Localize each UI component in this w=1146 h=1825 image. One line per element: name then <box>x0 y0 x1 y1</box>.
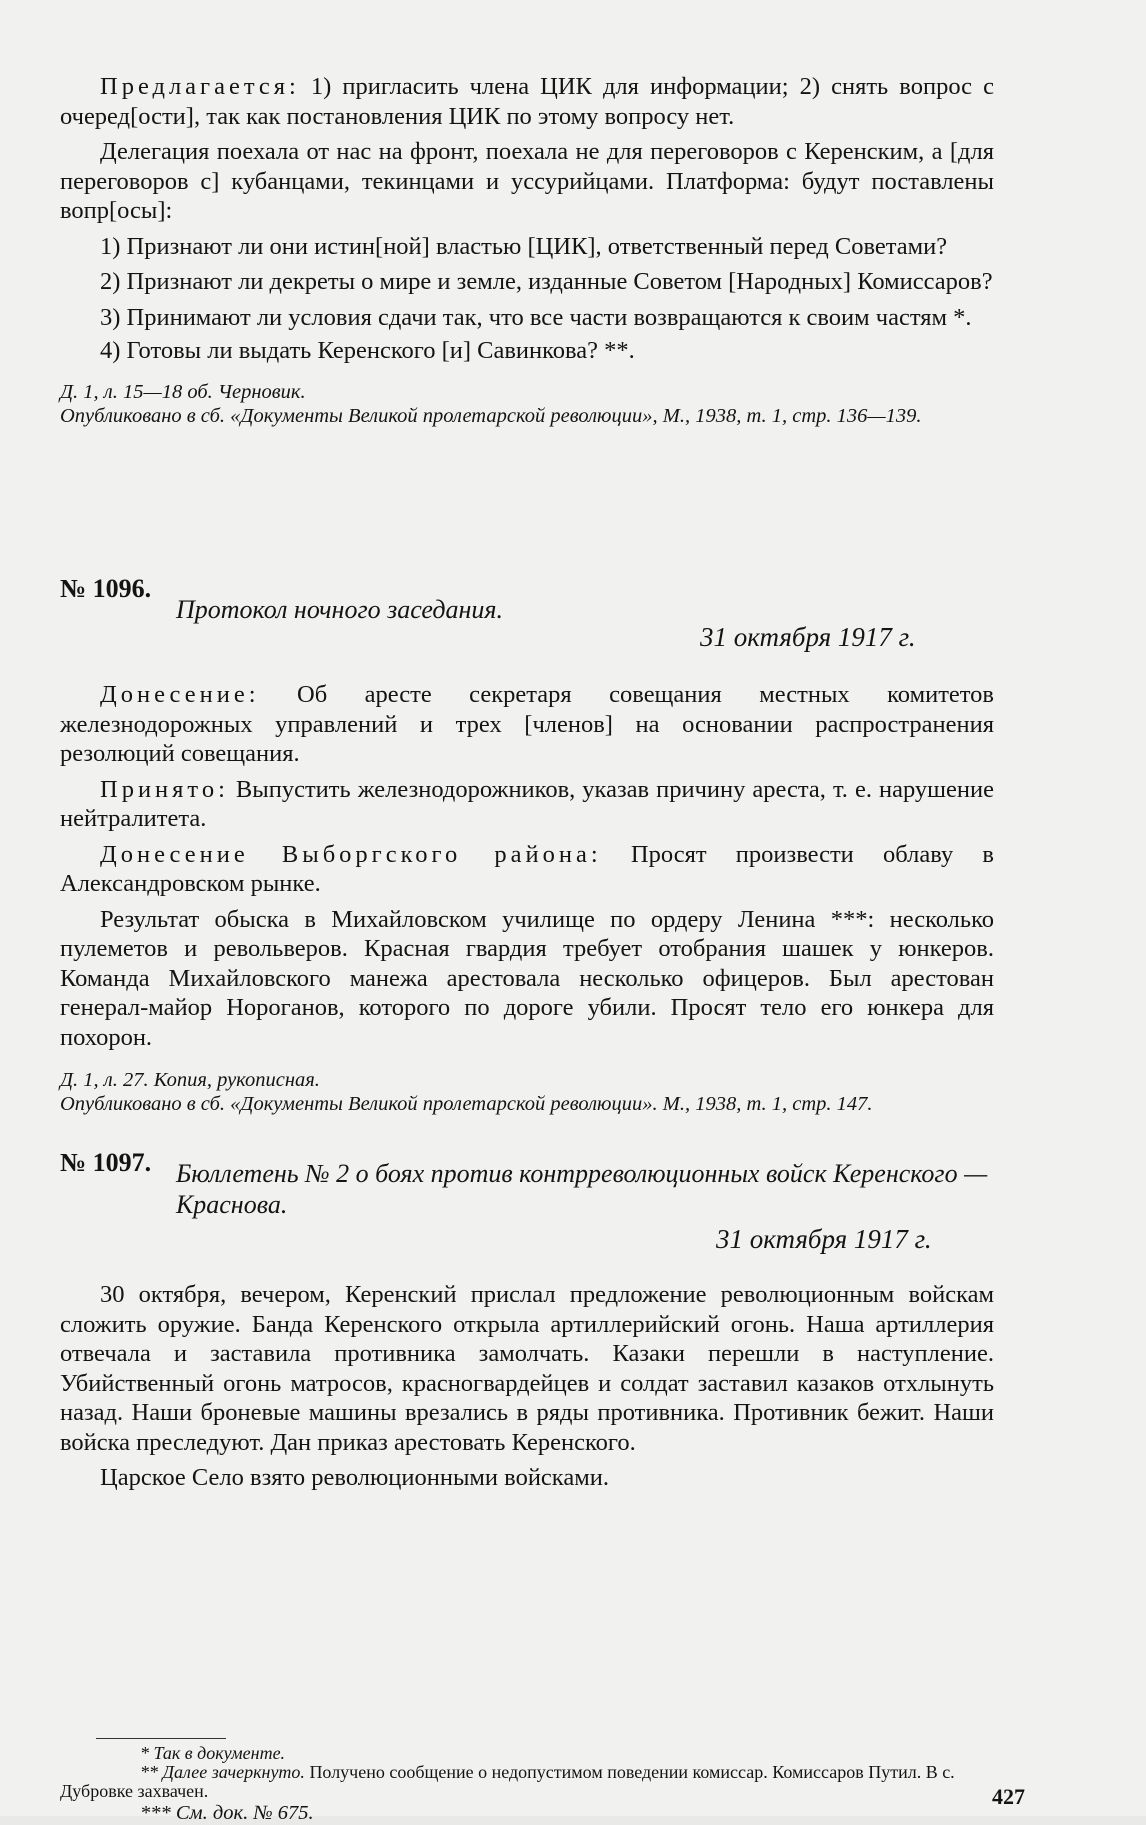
doc-title: Бюллетень № 2 о боях против контрреволюционных войск Керенского — Краснова. <box>176 1159 988 1219</box>
source-note: Д. 1, л. 27. Копия, рукописная. Опубликовано в сб. «Документы Великой пролетарской революции». М., 1938, т. 1, стр. 147. <box>60 1069 873 1115</box>
question-2: 2) Признают ли декреты о мире и земле, изданные Советом [Народных] Комиссаров? <box>100 268 993 295</box>
footnotes <box>60 1744 960 1825</box>
paragraph: Донесение Выборгского района: Просят произвести облаву в Александровском рынке. <box>60 840 994 897</box>
doc-number: № 1096. <box>60 574 152 603</box>
doc1097-body <box>60 1280 994 1493</box>
doc-date: 31 октября 1917 г. <box>700 622 916 652</box>
paragraph: Предлагается: 1) пригласить члена ЦИК для информации; 2) снять вопрос с очеред[ости], так как постановления ЦИК по этому вопросу нет. <box>60 73 994 130</box>
paragraph: Принято: Выпустить железнодорожников, указав причину ареста, т. е. нарушение нейтралитета. <box>60 775 994 832</box>
doc-date: 31 октября 1917 г. <box>716 1224 932 1254</box>
paragraph: Результат обыска в Михайловском училище по ордеру Ленина ***: несколько пулеметов и револьверов. Красная гвардия требует отобрания шашек у юнкеров. Команда Михайловского манежа арестовала несколько офицеров. Был арестован генерал-майор Нороганов, которого по дороге убили. Просят тело его юнкера для похорон. <box>60 905 994 1051</box>
source-note: Д. 1, л. 15—18 об. Черновик. Опубликовано в сб. «Документы Великой пролетарской революции», М., 1938, т. 1, стр. 136—139. <box>60 380 922 427</box>
question-4: 4) Готовы ли выдать Керенского [и] Савинкова? **. <box>100 337 635 364</box>
footnote-3: *** См. док. № 675. <box>140 1802 314 1824</box>
paragraph: Делегация поехала от нас на фронт, поехала не для переговоров с Керенским, а [для переговоров с] кубанцами, текинцами и уссурийцами. Платформа: будут поставлены вопр[осы]: <box>60 138 994 224</box>
page-number: 427 <box>992 1784 1025 1809</box>
paragraph: Донесение: Об аресте секретаря совещания местных комитетов железнодорожных управлений и трех [членов] на основании распространения резолюций совещания. <box>60 681 994 767</box>
doc1096-body <box>60 680 994 1116</box>
paragraph: 30 октября, вечером, Керенский прислал предложение революционным войскам сложить оружие. Банда Керенского открыла артиллерийский огонь. Наша артиллерия отвечала и заставила противника замолчать. Казаки перешли в наступление. Убийственный огонь матросов, красногвардейцев и солдат заставил казаков отхлынуть назад. Наши броневые машины врезались в ряды противника. Противник бежит. Наши войска преследуют. Дан приказ арестовать Керенского. <box>60 1281 994 1456</box>
question-1: 1) Признают ли они истин[ной] властью [ЦИК], ответственный перед Советами? <box>100 232 948 260</box>
question-3: 3) Принимают ли условия сдачи так, что все части возвращаются к своим частям *. <box>100 303 972 331</box>
top-block <box>60 72 994 428</box>
footnote-1: * Так в документе. <box>140 1743 286 1763</box>
footnote-2: ** Далее зачеркнуто. Получено сообщение о недопустимом поведении комиссар. Комиссаров Путил. В с. Дубровке захвачен. <box>60 1762 955 1801</box>
doc-title: Протокол ночного заседания. <box>176 595 503 624</box>
paragraph: Царское Село взято революционными войсками. <box>100 1464 609 1491</box>
doc-number: № 1097. <box>60 1148 152 1177</box>
footnote-divider <box>96 1738 226 1739</box>
